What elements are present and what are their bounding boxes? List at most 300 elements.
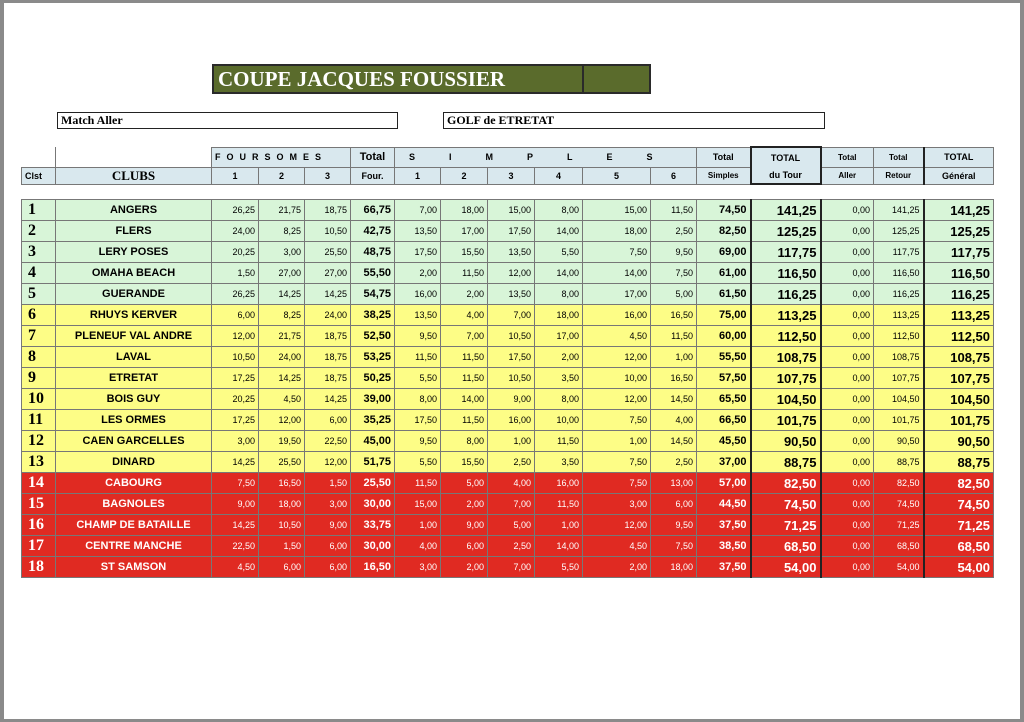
total-simples: 37,50 — [697, 515, 751, 536]
simple-score: 7,00 — [395, 200, 441, 221]
total-foursomes: 53,25 — [351, 347, 395, 368]
foursome-score: 26,25 — [212, 200, 259, 221]
four-col-3: 3 — [305, 167, 351, 184]
simple-score: 9,50 — [651, 515, 697, 536]
club-name: RHUYS KERVER — [56, 305, 212, 326]
simple-score: 18,00 — [441, 200, 488, 221]
simple-score: 17,50 — [488, 347, 535, 368]
simple-score: 6,00 — [441, 536, 488, 557]
simple-score: 9,50 — [395, 326, 441, 347]
club-name: GUERANDE — [56, 284, 212, 305]
simple-score: 15,00 — [583, 200, 651, 221]
foursome-score: 4,50 — [259, 389, 305, 410]
foursome-score: 1,50 — [259, 536, 305, 557]
total-tour: 54,00 — [751, 557, 821, 578]
rank-cell: 3 — [22, 242, 56, 263]
table-row — [22, 305, 994, 326]
foursome-score: 21,75 — [259, 200, 305, 221]
table-row — [22, 263, 994, 284]
simple-score: 15,00 — [395, 494, 441, 515]
header-row-2 — [22, 167, 994, 184]
simple-score: 3,00 — [395, 557, 441, 578]
total-foursomes: 50,25 — [351, 368, 395, 389]
rank-cell: 11 — [22, 410, 56, 431]
total-retour: 90,50 — [874, 431, 924, 452]
foursome-score: 25,50 — [305, 242, 351, 263]
simple-score: 8,00 — [395, 389, 441, 410]
simple-score: 7,00 — [488, 494, 535, 515]
rank-cell: 2 — [22, 221, 56, 242]
total-foursomes: 38,25 — [351, 305, 395, 326]
simple-score: 7,00 — [441, 326, 488, 347]
total-aller: 0,00 — [821, 368, 874, 389]
table-row — [22, 347, 994, 368]
header-row-1 — [22, 147, 994, 167]
simple-score: 11,50 — [651, 326, 697, 347]
foursome-score: 9,00 — [305, 515, 351, 536]
foursome-score: 10,50 — [212, 347, 259, 368]
simple-score: 4,00 — [651, 410, 697, 431]
total-simples: 37,50 — [697, 557, 751, 578]
total-foursomes: 48,75 — [351, 242, 395, 263]
total-aller: 0,00 — [821, 557, 874, 578]
total-tour: 116,50 — [751, 263, 821, 284]
rank-cell: 8 — [22, 347, 56, 368]
total-foursomes: 66,75 — [351, 200, 395, 221]
total-tour: 125,25 — [751, 221, 821, 242]
foursome-score: 3,00 — [259, 242, 305, 263]
total-general: 101,75 — [924, 410, 994, 431]
foursome-score: 18,75 — [305, 326, 351, 347]
simple-score: 13,50 — [488, 242, 535, 263]
simple-score: 10,50 — [488, 326, 535, 347]
club-name: ST SAMSON — [56, 557, 212, 578]
club-name: CAEN GARCELLES — [56, 431, 212, 452]
total-simples: 45,50 — [697, 431, 751, 452]
simple-score: 4,00 — [441, 305, 488, 326]
course-label: GOLF de ETRETAT — [443, 112, 825, 129]
total-general: 116,50 — [924, 263, 994, 284]
table-row — [22, 515, 994, 536]
foursome-score: 6,00 — [305, 536, 351, 557]
foursome-score: 19,50 — [259, 431, 305, 452]
four-col-2: 2 — [259, 167, 305, 184]
total-aller-header: Total — [821, 147, 874, 167]
foursome-score: 12,00 — [212, 326, 259, 347]
simple-score: 5,00 — [488, 515, 535, 536]
simple-score: 1,00 — [535, 515, 583, 536]
simple-score: 3,50 — [535, 452, 583, 473]
total-general: 68,50 — [924, 536, 994, 557]
rank-cell: 15 — [22, 494, 56, 515]
foursome-score: 26,25 — [212, 284, 259, 305]
total-simples: 75,00 — [697, 305, 751, 326]
total-retour: 82,50 — [874, 473, 924, 494]
total-tour: 116,25 — [751, 284, 821, 305]
total-tour: 82,50 — [751, 473, 821, 494]
simple-score: 11,50 — [441, 410, 488, 431]
total-retour: 125,25 — [874, 221, 924, 242]
rank-cell: 14 — [22, 473, 56, 494]
simple-score: 11,50 — [441, 263, 488, 284]
simple-score: 9,50 — [651, 242, 697, 263]
total-aller: 0,00 — [821, 200, 874, 221]
simple-score: 8,00 — [535, 389, 583, 410]
foursome-score: 17,25 — [212, 410, 259, 431]
simple-score: 1,00 — [651, 347, 697, 368]
simple-score: 2,00 — [441, 284, 488, 305]
total-general: 88,75 — [924, 452, 994, 473]
simple-score: 8,00 — [535, 284, 583, 305]
total-aller: 0,00 — [821, 536, 874, 557]
foursome-score: 10,50 — [305, 221, 351, 242]
total-retour: 108,75 — [874, 347, 924, 368]
total-general: 113,25 — [924, 305, 994, 326]
total-foursomes: 45,00 — [351, 431, 395, 452]
simple-col-2: 2 — [441, 167, 488, 184]
simple-col-4: 4 — [535, 167, 583, 184]
foursome-score: 14,25 — [212, 452, 259, 473]
total-retour: 54,00 — [874, 557, 924, 578]
total-retour-header-2: Retour — [874, 167, 924, 184]
table-row — [22, 200, 994, 221]
simple-score: 5,00 — [441, 473, 488, 494]
total-aller: 0,00 — [821, 515, 874, 536]
total-foursomes: 30,00 — [351, 494, 395, 515]
simple-score: 4,00 — [488, 473, 535, 494]
simple-score: 15,00 — [488, 200, 535, 221]
simple-score: 13,50 — [488, 284, 535, 305]
foursome-score: 25,50 — [259, 452, 305, 473]
table-row — [22, 242, 994, 263]
total-retour: 68,50 — [874, 536, 924, 557]
simple-score: 12,00 — [488, 263, 535, 284]
four-col-1: 1 — [212, 167, 259, 184]
total-retour: 116,50 — [874, 263, 924, 284]
total-simples: 65,50 — [697, 389, 751, 410]
simple-score: 4,00 — [395, 536, 441, 557]
total-tour: 68,50 — [751, 536, 821, 557]
total-foursomes: 35,25 — [351, 410, 395, 431]
rank-cell: 7 — [22, 326, 56, 347]
simple-score: 7,50 — [583, 242, 651, 263]
total-simples: 57,00 — [697, 473, 751, 494]
total-general-header: TOTAL — [924, 147, 994, 167]
total-general-header-2: Général — [924, 167, 994, 184]
simple-score: 11,50 — [395, 347, 441, 368]
table-row — [22, 557, 994, 578]
simple-score: 2,00 — [395, 263, 441, 284]
simple-score: 15,50 — [441, 452, 488, 473]
total-general: 104,50 — [924, 389, 994, 410]
simple-score: 11,50 — [535, 431, 583, 452]
total-aller: 0,00 — [821, 452, 874, 473]
simple-score: 7,00 — [488, 305, 535, 326]
club-name: CENTRE MANCHE — [56, 536, 212, 557]
total-retour: 112,50 — [874, 326, 924, 347]
total-four-header-2: Four. — [351, 167, 395, 184]
title-divider — [582, 66, 584, 92]
simple-score: 16,50 — [651, 368, 697, 389]
total-simples: 61,00 — [697, 263, 751, 284]
simple-score: 9,00 — [441, 515, 488, 536]
simple-score: 7,50 — [651, 536, 697, 557]
rank-cell: 17 — [22, 536, 56, 557]
simple-score: 2,00 — [441, 494, 488, 515]
simple-score: 17,00 — [535, 326, 583, 347]
simple-score: 5,50 — [535, 557, 583, 578]
simple-score: 11,50 — [441, 347, 488, 368]
total-general: 117,75 — [924, 242, 994, 263]
foursome-score: 9,00 — [212, 494, 259, 515]
simple-score: 12,00 — [583, 515, 651, 536]
simple-score: 7,00 — [488, 557, 535, 578]
club-name: BAGNOLES — [56, 494, 212, 515]
total-simples-header: Total — [697, 147, 751, 167]
table-row — [22, 410, 994, 431]
total-general: 82,50 — [924, 473, 994, 494]
simple-score: 11,50 — [395, 473, 441, 494]
simple-col-1: 1 — [395, 167, 441, 184]
total-tour: 90,50 — [751, 431, 821, 452]
simple-score: 7,50 — [583, 452, 651, 473]
total-tour: 141,25 — [751, 200, 821, 221]
foursome-score: 12,00 — [305, 452, 351, 473]
total-foursomes: 55,50 — [351, 263, 395, 284]
club-name: CHAMP DE BATAILLE — [56, 515, 212, 536]
simple-score: 10,50 — [488, 368, 535, 389]
simple-score: 11,50 — [441, 368, 488, 389]
total-tour: 104,50 — [751, 389, 821, 410]
simple-score: 14,50 — [651, 389, 697, 410]
simple-score: 10,00 — [583, 368, 651, 389]
foursome-score: 24,00 — [305, 305, 351, 326]
total-retour: 113,25 — [874, 305, 924, 326]
total-simples: 82,50 — [697, 221, 751, 242]
simple-score: 10,00 — [535, 410, 583, 431]
simple-score: 7,50 — [583, 473, 651, 494]
simple-col-5: 5 — [583, 167, 651, 184]
simple-score: 17,50 — [488, 221, 535, 242]
simple-score: 13,50 — [395, 221, 441, 242]
total-retour: 107,75 — [874, 368, 924, 389]
simple-score: 5,50 — [535, 242, 583, 263]
total-general: 74,50 — [924, 494, 994, 515]
simple-col-3: 3 — [488, 167, 535, 184]
total-simples: 55,50 — [697, 347, 751, 368]
rank-cell: 6 — [22, 305, 56, 326]
table-row — [22, 473, 994, 494]
total-aller: 0,00 — [821, 305, 874, 326]
simple-score: 3,50 — [535, 368, 583, 389]
total-general: 116,25 — [924, 284, 994, 305]
simple-score: 5,50 — [395, 452, 441, 473]
total-tour: 107,75 — [751, 368, 821, 389]
total-four-header: Total — [351, 147, 395, 167]
foursome-score: 8,25 — [259, 221, 305, 242]
total-foursomes: 51,75 — [351, 452, 395, 473]
foursome-score: 7,50 — [212, 473, 259, 494]
simple-score: 16,00 — [535, 473, 583, 494]
rank-cell: 4 — [22, 263, 56, 284]
total-general: 71,25 — [924, 515, 994, 536]
match-label: Match Aller — [57, 112, 398, 129]
simple-score: 2,50 — [651, 221, 697, 242]
simples-header: SIMPLES — [395, 147, 697, 167]
table-row — [22, 389, 994, 410]
total-general: 112,50 — [924, 326, 994, 347]
simple-score: 14,00 — [441, 389, 488, 410]
foursome-score: 18,75 — [305, 368, 351, 389]
rank-cell: 10 — [22, 389, 56, 410]
simple-score: 5,50 — [395, 368, 441, 389]
simple-score: 14,00 — [535, 263, 583, 284]
foursome-score: 22,50 — [305, 431, 351, 452]
total-general: 54,00 — [924, 557, 994, 578]
simple-score: 3,00 — [583, 494, 651, 515]
foursome-score: 6,00 — [259, 557, 305, 578]
rank-cell: 16 — [22, 515, 56, 536]
simple-score: 12,00 — [583, 389, 651, 410]
total-simples: 69,00 — [697, 242, 751, 263]
total-foursomes: 30,00 — [351, 536, 395, 557]
foursome-score: 18,75 — [305, 200, 351, 221]
foursome-score: 24,00 — [212, 221, 259, 242]
total-tour: 117,75 — [751, 242, 821, 263]
club-name: CABOURG — [56, 473, 212, 494]
rank-cell: 12 — [22, 431, 56, 452]
simple-score: 2,00 — [535, 347, 583, 368]
simple-score: 2,00 — [583, 557, 651, 578]
club-name: OMAHA BEACH — [56, 263, 212, 284]
total-retour: 101,75 — [874, 410, 924, 431]
foursome-score: 6,00 — [305, 410, 351, 431]
total-tour: 88,75 — [751, 452, 821, 473]
rank-cell: 5 — [22, 284, 56, 305]
table-row — [22, 536, 994, 557]
standings-table — [21, 146, 994, 578]
club-name: BOIS GUY — [56, 389, 212, 410]
total-general: 108,75 — [924, 347, 994, 368]
simple-score: 18,00 — [651, 557, 697, 578]
simple-score: 18,00 — [583, 221, 651, 242]
standings-body — [22, 200, 994, 578]
foursome-score: 22,50 — [212, 536, 259, 557]
foursome-score: 27,00 — [259, 263, 305, 284]
foursome-score: 14,25 — [259, 284, 305, 305]
simple-score: 16,00 — [583, 305, 651, 326]
foursome-score: 16,50 — [259, 473, 305, 494]
total-retour: 141,25 — [874, 200, 924, 221]
total-aller: 0,00 — [821, 410, 874, 431]
simple-score: 17,00 — [583, 284, 651, 305]
total-general: 90,50 — [924, 431, 994, 452]
club-name: ANGERS — [56, 200, 212, 221]
total-simples: 38,50 — [697, 536, 751, 557]
rank-cell: 9 — [22, 368, 56, 389]
total-tour: 108,75 — [751, 347, 821, 368]
total-general: 125,25 — [924, 221, 994, 242]
simple-score: 1,00 — [488, 431, 535, 452]
total-retour: 104,50 — [874, 389, 924, 410]
total-retour: 74,50 — [874, 494, 924, 515]
simple-score: 1,00 — [395, 515, 441, 536]
foursomes-header: FOURSOMES — [212, 147, 351, 167]
total-foursomes: 54,75 — [351, 284, 395, 305]
foursome-score: 8,25 — [259, 305, 305, 326]
total-tour-header-2: du Tour — [751, 167, 821, 184]
club-name: LERY POSES — [56, 242, 212, 263]
foursome-score: 24,00 — [259, 347, 305, 368]
table-row — [22, 431, 994, 452]
simple-score: 14,00 — [583, 263, 651, 284]
total-foursomes: 16,50 — [351, 557, 395, 578]
simple-score: 13,50 — [395, 305, 441, 326]
total-simples: 60,00 — [697, 326, 751, 347]
simple-score: 8,00 — [535, 200, 583, 221]
table-row — [22, 284, 994, 305]
total-tour: 71,25 — [751, 515, 821, 536]
total-tour: 112,50 — [751, 326, 821, 347]
simple-score: 8,00 — [441, 431, 488, 452]
simple-score: 17,00 — [441, 221, 488, 242]
title-text: COUPE JACQUES FOUSSIER — [218, 67, 506, 91]
simple-score: 11,50 — [651, 200, 697, 221]
club-name: LAVAL — [56, 347, 212, 368]
foursome-score: 14,25 — [305, 389, 351, 410]
simple-score: 17,50 — [395, 242, 441, 263]
total-foursomes: 33,75 — [351, 515, 395, 536]
simple-score: 18,00 — [535, 305, 583, 326]
simple-score: 16,50 — [651, 305, 697, 326]
total-retour-header: Total — [874, 147, 924, 167]
foursome-score: 20,25 — [212, 242, 259, 263]
total-foursomes: 39,00 — [351, 389, 395, 410]
total-retour: 88,75 — [874, 452, 924, 473]
total-aller: 0,00 — [821, 389, 874, 410]
club-name: DINARD — [56, 452, 212, 473]
club-name: ETRETAT — [56, 368, 212, 389]
foursome-score: 6,00 — [305, 557, 351, 578]
table-row — [22, 452, 994, 473]
simple-score: 11,50 — [535, 494, 583, 515]
foursome-score: 3,00 — [212, 431, 259, 452]
simple-score: 9,50 — [395, 431, 441, 452]
total-aller: 0,00 — [821, 242, 874, 263]
total-simples: 37,00 — [697, 452, 751, 473]
simple-score: 6,00 — [651, 494, 697, 515]
rank-cell: 13 — [22, 452, 56, 473]
foursome-score: 6,00 — [212, 305, 259, 326]
foursome-score: 21,75 — [259, 326, 305, 347]
simple-score: 15,50 — [441, 242, 488, 263]
total-retour: 116,25 — [874, 284, 924, 305]
foursome-score: 20,25 — [212, 389, 259, 410]
foursome-score: 1,50 — [305, 473, 351, 494]
total-simples: 44,50 — [697, 494, 751, 515]
foursome-score: 12,00 — [259, 410, 305, 431]
simple-score: 12,00 — [583, 347, 651, 368]
total-tour: 101,75 — [751, 410, 821, 431]
club-name: FLERS — [56, 221, 212, 242]
total-general: 141,25 — [924, 200, 994, 221]
foursome-score: 18,00 — [259, 494, 305, 515]
table-row — [22, 494, 994, 515]
foursome-score: 27,00 — [305, 263, 351, 284]
table-row — [22, 221, 994, 242]
simple-score: 14,00 — [535, 536, 583, 557]
total-simples: 57,50 — [697, 368, 751, 389]
